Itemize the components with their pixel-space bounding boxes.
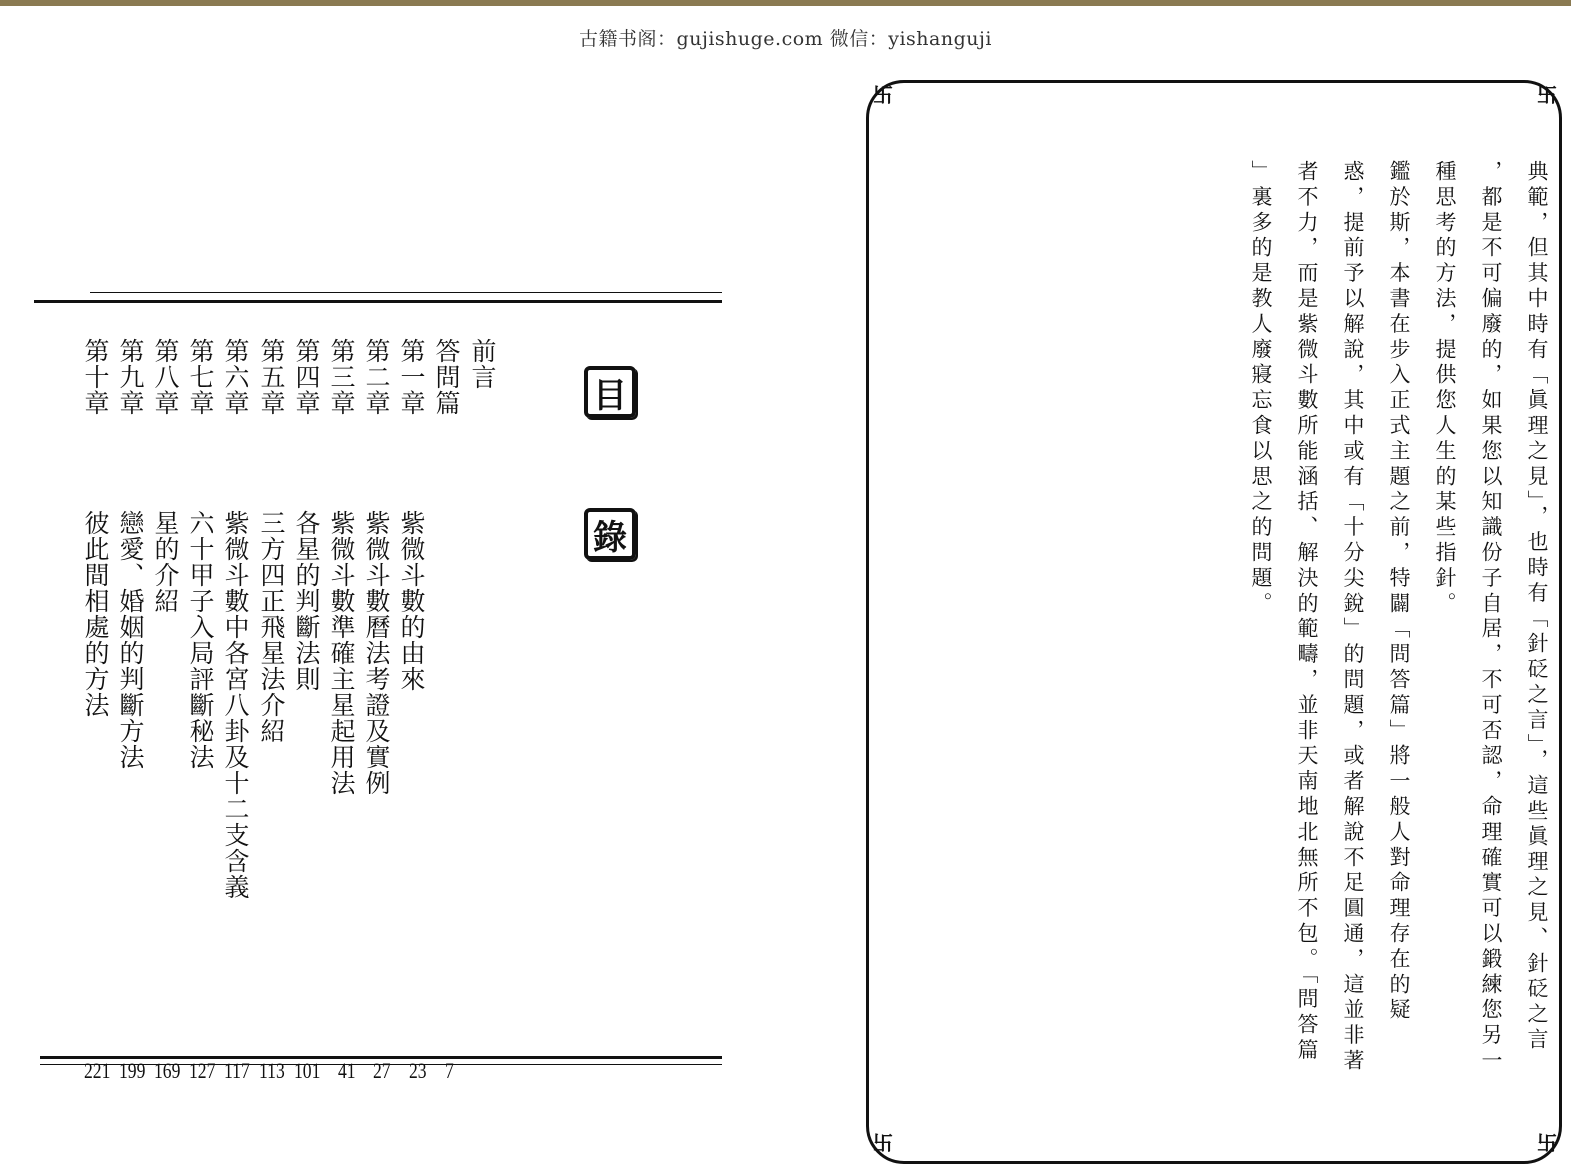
toc-page-number: 7 [445, 1058, 454, 1083]
toc-chapter-label: 第一章 [397, 338, 426, 416]
toc-page-number: 27 [373, 1058, 391, 1083]
toc-chapter-title: 各星的判斷法則 [292, 510, 321, 692]
toc-chapter-title: 三方四正飛星法介紹 [257, 510, 286, 744]
toc-chapter-label: 第六章 [221, 338, 250, 416]
toc-chapter-label: 第九章 [116, 338, 145, 416]
toc-page-number: 41 [338, 1058, 356, 1083]
toc-chapter-label: 第八章 [151, 338, 180, 416]
text-column: 」裏多的是教人廢寢忘食以思之的問題。 [1249, 160, 1273, 618]
top-rule-thick [34, 300, 722, 303]
top-rule-thin [90, 292, 722, 293]
toc-chapter-label: 第七章 [186, 338, 215, 416]
toc-page-number: 221 [84, 1058, 111, 1083]
toc-chapter-title: 六十甲子入局評斷秘法 [186, 510, 215, 770]
toc-page-number: 127 [189, 1058, 216, 1083]
corner-ornament-icon: 卐 [1537, 1131, 1557, 1155]
text-column: 者不力，而是紫微斗數所能涵括、解決的範疇，並非天南地北無所不包。「問答篇 [1295, 160, 1319, 1064]
toc-chapter-title: 紫微斗數準確主星起用法 [327, 510, 356, 796]
toc-chapter-title: 星的介紹 [151, 510, 180, 614]
toc-chapter-label: 第五章 [257, 338, 286, 416]
toc-chapter-title: 彼此間相處的方法 [81, 510, 110, 718]
toc-title-mu: 目 [584, 366, 636, 418]
toc-chapter-label: 第三章 [327, 338, 356, 416]
toc-chapter-label: 第四章 [292, 338, 321, 416]
text-column: ，都是不可偏廢的，如果您以知識份子自居，不可否認，命理確實可以鍛練您另一 [1479, 160, 1503, 1075]
toc-chapter-label: 第十章 [81, 338, 110, 416]
toc-chapter-label: 答問篇 [432, 338, 461, 416]
toc-chapter-title: 戀愛、婚姻的判斷方法 [116, 510, 145, 770]
top-border [0, 0, 1571, 6]
corner-ornament-icon: 卐 [1537, 83, 1557, 107]
toc-chapter-label: 第二章 [362, 338, 391, 416]
toc-page-number: 117 [224, 1058, 250, 1083]
toc-title-lu: 錄 [584, 508, 636, 560]
toc-page [0, 60, 790, 1160]
toc-chapter-title: 紫微斗數曆法考證及實例 [362, 510, 391, 796]
toc-page-number: 101 [294, 1058, 321, 1083]
toc-page-number: 23 [409, 1058, 427, 1083]
toc-chapter-title: 紫微斗數的由來 [397, 510, 426, 692]
corner-ornament-icon: 卐 [873, 1131, 893, 1155]
toc-page-number: 169 [154, 1058, 181, 1083]
text-column: 種思考的方法，提供您人生的某些指針。 [1433, 160, 1457, 618]
watermark-text: 古籍书阁：gujishuge.com 微信：yishanguji [579, 28, 992, 50]
text-column: 鑑於斯，本書在步入正式主題之前，特闢「問答篇」將一般人對命理存在的疑 [1387, 160, 1411, 1024]
toc-chapter-label: 前言 [468, 338, 497, 390]
toc-chapter-title: 紫微斗數中各宮八卦及十二支含義 [221, 510, 250, 900]
text-page [866, 80, 1566, 1165]
corner-ornament-icon: 卐 [873, 83, 893, 107]
text-column: 惑，提前予以解說，其中或有「十分尖銳」的問題，或者解說不足圓通，這並非著 [1341, 160, 1365, 1075]
toc-page-number: 199 [119, 1058, 146, 1083]
toc-page-number: 113 [259, 1058, 285, 1083]
text-column: 典範，但其中時有「眞理之見」，也時有「針砭之言」，這些眞理之見、針砭之言 [1525, 160, 1549, 1054]
